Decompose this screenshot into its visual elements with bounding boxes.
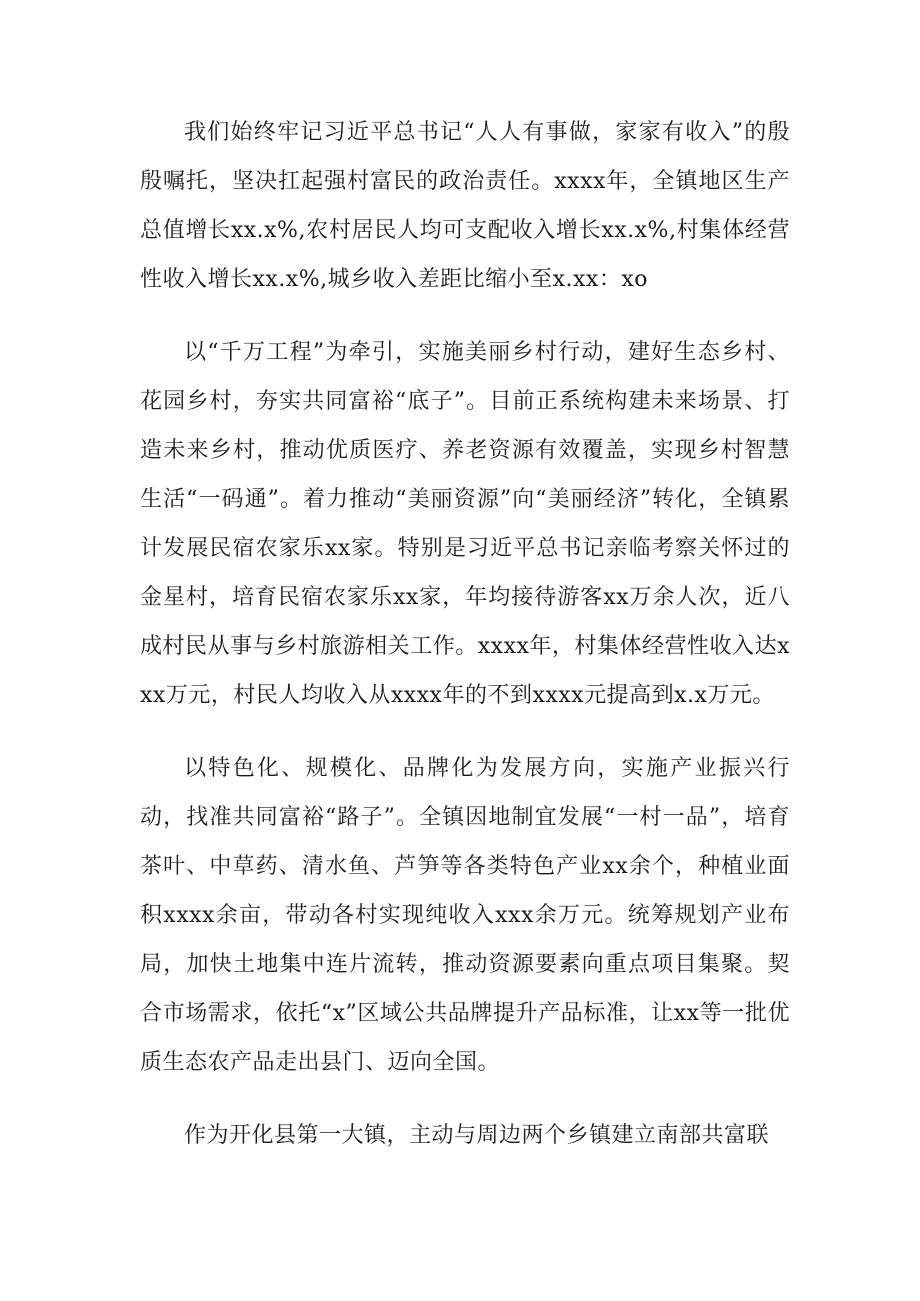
paragraph-2: 以“千万工程”为牵引，实施美丽乡村行动，建好生态乡村、花园乡村，夯实共同富裕“底子”。目前正系统构建未来场景、打造未来乡村，推动优质医疗、养老资源有效覆盖，实现乡村智慧生活“一码通”。着力推动“美丽资源”向“美丽经济”转化，全镇累计发展民宿农家乐xx家。特别是习近平总书记亲临考察关怀过的金星村，培育民宿农家乐xx家，年均接待游客xx万余人次，近八成村民从事与乡村旅游相关工作。xxxx年，村集体经营性收入达xxx万元，村民人均收入从xxxx年的不到xxxx元提高到x.x万元。 xyxy=(140,340,790,708)
paragraph-3: 以特色化、规模化、品牌化为发展方向，实施产业振兴行动，找准共同富裕“路子”。全镇因地制宜发展“一村一品”，培育茶叶、中草药、清水鱼、芦笋等各类特色产业xx余个，种植业面积xxxx余亩，带动各村实现纯收入xxx余万元。统筹规划产业布局，加快土地集中连片流转，推动资源要素向重点项目集聚。契合市场需求，依托“x”区域公共品牌提升产品标准，让xx等一批优质生态农产品走出县门、迈向全国。 xyxy=(140,756,790,1075)
document-body xyxy=(140,108,790,1160)
paragraph-1: 我们始终牢记习近平总书记“人人有事做，家家有收入”的殷殷嘱托，坚决扛起强村富民的政治责任。xxxx年，全镇地区生产总值增长xx.x%,农村居民人均可支配收入增长xx.x%,村集体经营性收入增长xx.x%,城乡收入差距比缩小至x.xx：xo xyxy=(140,120,790,292)
paragraph-4: 作为开化县第一大镇，主动与周边两个乡镇建立南部共富联 xyxy=(184,1123,770,1148)
